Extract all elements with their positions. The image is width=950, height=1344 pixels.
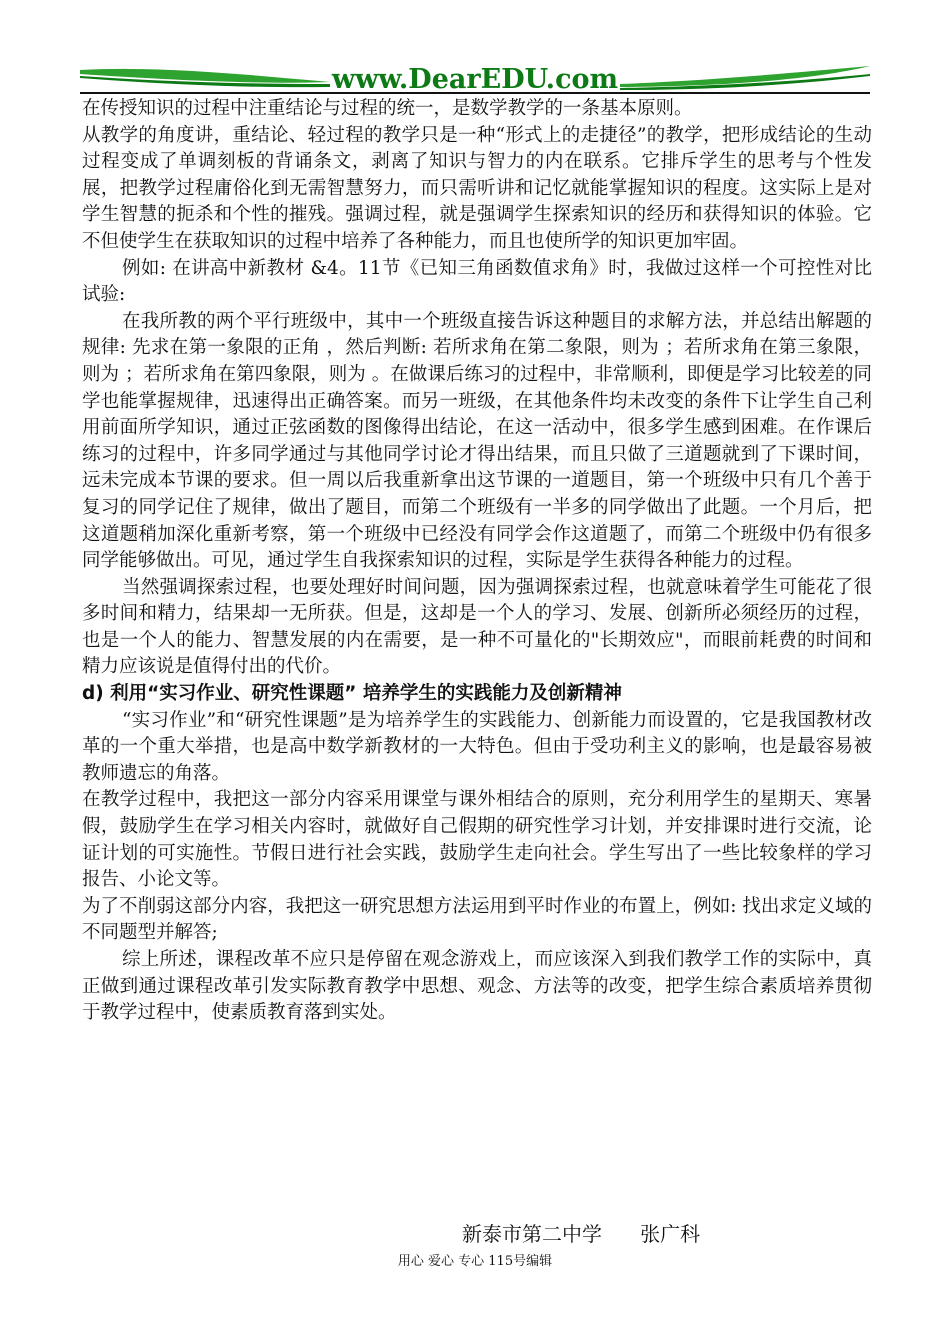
signature <box>462 1218 700 1247</box>
article-body <box>82 96 872 1027</box>
signature-author: 张广科 <box>640 1222 701 1246</box>
paragraph-9: 综上所述，课程改革不应只是停留在观念游戏上，而应该深入到我们教学工作的实际中，真正做到通过课程改革引发实际教育教学中思想、观念、方法等的改变，把学生综合素质培养贯彻于教学过程中，使素质教育落到实处。 <box>82 949 872 1024</box>
page-footer: 用心 爱心 专心 115号编辑 <box>397 1254 553 1269</box>
site-logo-text: www.DearEDU.com <box>331 64 619 95</box>
paragraph-7: 在教学过程中，我把这一部分内容采用课堂与课外相结合的原则，充分利用学生的星期天、寒暑假，鼓励学生在学习相关内容时，就做好自己假期的研究性学习计划，并安排课时进行交流，论证计划的可实施性。节假日进行社会实践，鼓励学生走向社会。学生写出了一些比较象样的学习报告、小论文等。 <box>82 789 872 891</box>
paragraph-2: 从教学的角度讲，重结论、轻过程的教学只是一种“形式上的走捷径”的教学，把形成结论的生动过程变成了单调刻板的背诵条文，剥离了知识与智力的内在联系。它排斥学生的思考与个性发展，把教学过程庸俗化到无需智慧努力，而只需听讲和记忆就能掌握知识的程度。这实际上是对学生智慧的扼杀和个性的摧残。强调过程，就是强调学生探索知识的经历和获得知识的体验。它不但使学生在获取知识的过程中培养了各种能力，而且也使所学的知识更加牢固。 <box>82 124 872 252</box>
paragraph-3: 例如: 在讲高中新教材 &4。11节《已知三角函数值求角》时，我做过这样一个可控性对比试验: <box>82 257 872 306</box>
signature-school: 新泰市第二中学 <box>462 1222 602 1246</box>
paragraph-1: 在传授知识的过程中注重结论与过程的统一，是数学教学的一条基本原则。 <box>82 98 693 119</box>
paragraph-8: 为了不削弱这部分内容，我把这一研究思想方法运用到平时作业的布置上，例如: 找出求定义域的不同题型并解答; <box>82 895 872 944</box>
paragraph-5: 当然强调探索过程，也要处理好时间问题，因为强调探索过程，也就意味着学生可能花了很多时间和精力，结果却一无所获。但是，这却是一个人的学习、发展、创新所必须经历的过程，也是一个人的能力、智慧发展的内在需要，是一种不可量化的"长期效应"，而眼前耗费的时间和精力应该说是值得付出的代价。 <box>82 576 872 678</box>
section-heading-d: d) 利用“实习作业、研究性课题” 培养学生的实践能力及创新精神 <box>82 683 622 705</box>
paragraph-4: 在我所教的两个平行班级中，其中一个班级直接告诉这种题目的求解方法，并总结出解题的规律: 先求在第一象限的正角 ，然后判断: 若所求角在第二象限，则为 ；若所求角在第三象限，则为 ；若所求角在第四象限，则为 。在做课后练习的过程中，非常顺利，即便是学习比较差的同学也能掌握规律，迅速得出正确答案。而另一班级，在其他条件均未改变的条件下让学生自己利用前面所学知识，通过正弦函数的图像得出结论，在这一活动中，很多学生感到困难。在作课后练习的过程中，许多同学通过与其他同学讨论才得出结果，而且只做了三道题就到了下课时间，远未完成本节课的要求。但一周以后我重新拿出这节课的一道题目，第一个班级中只有几个善于复习的同学记住了规律，做出了题目，而第二个班级有一半多的同学做出了此题。一个月后，把这道题稍加深化重新考察，第一个班级中已经没有同学会作这道题了，而第二个班级中仍有很多同学能够做出。可见，通过学生自我探索知识的过程，实际是学生获得各种能力的过程。 <box>82 310 872 572</box>
paragraph-6: “实习作业”和“研究性课题”是为培养学生的实践能力、创新能力而设置的，它是我国教材改革的一个重大举措，也是高中数学新教材的一大特色。但由于受功利主义的影响，也是最容易被教师遗忘的角落。 <box>82 709 872 784</box>
site-header <box>80 62 870 96</box>
